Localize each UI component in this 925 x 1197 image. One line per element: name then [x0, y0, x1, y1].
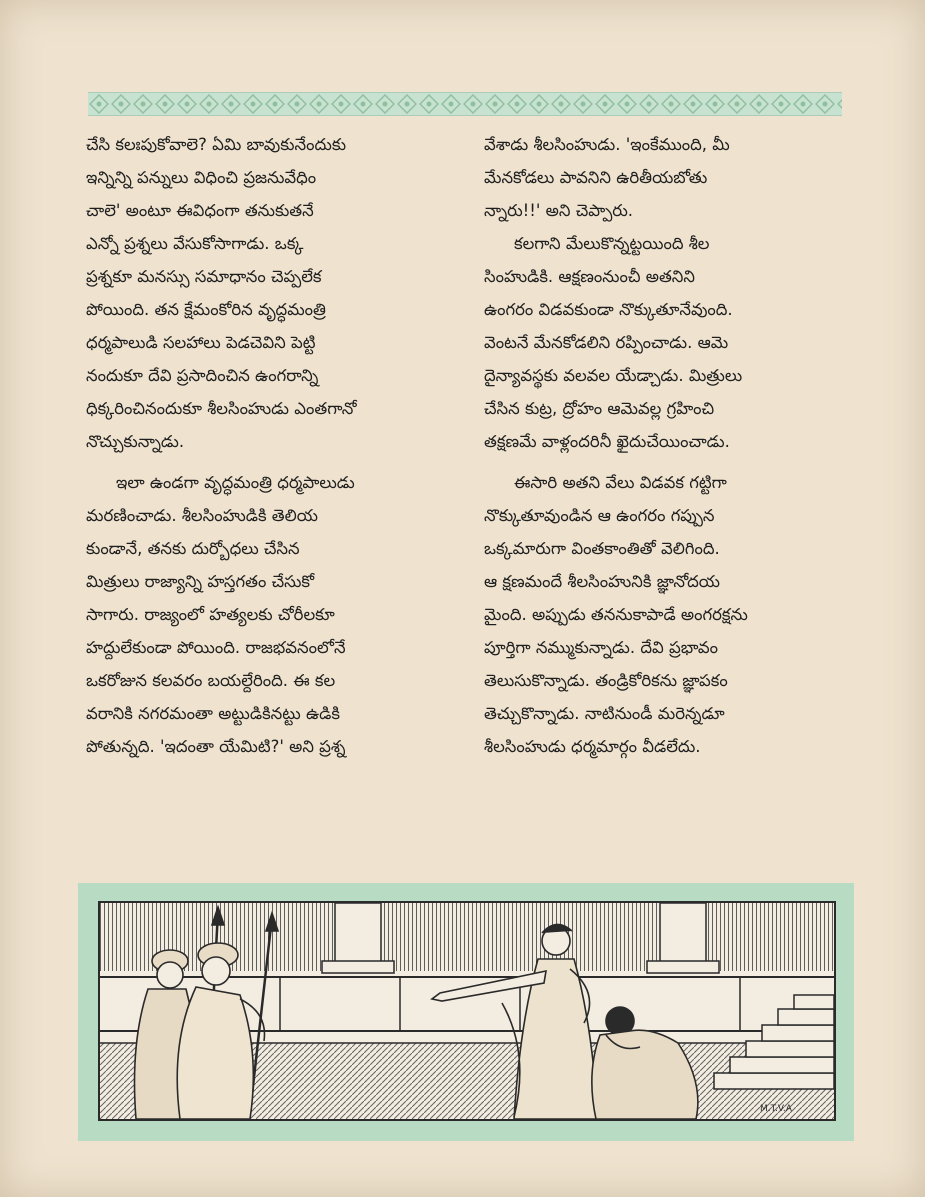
right-text-column	[484, 128, 856, 763]
text-line: ధిక్కరించినందుకూ శీలసింహుడు ఎంతగానో	[86, 399, 357, 418]
text-line: తక్షణమే వాళ్లందరినీ ఖైదుచేయించాడు.	[484, 432, 730, 451]
text-line: పోయింది. తన క్షేమంకోరిన వృద్ధమంత్రి	[86, 300, 326, 319]
text-line: కలగాని మేలుకొన్నట్టయింది శీల	[514, 234, 710, 253]
text-line: దైన్యావస్థకు వలవల యేడ్చాడు. మిత్రులు	[484, 366, 743, 385]
illustration	[98, 901, 836, 1121]
text-line: చాలె' అంటూ ఈవిధంగా తనుకుతనే	[86, 201, 314, 220]
text-line: శీలసింహుడు ధర్మమార్గం వీడలేదు.	[484, 737, 701, 756]
text-line: నొక్కుతూవుండిన ఆ ఉంగరం గప్పున	[484, 506, 715, 525]
text-line: మైంది. అప్పుడు తననుకాపాడే అంగరక్షను	[484, 605, 748, 624]
text-line: ఒక్కమారుగా వింతకాంతితో వెలిగింది.	[484, 539, 720, 558]
text-line: ఈసారి అతని వేలు విడవక గట్టిగా	[514, 473, 727, 492]
text-line: హద్దులేకుండా పోయింది. రాజభవనంలోనే	[86, 638, 346, 657]
text-line: న్నారు!!' అని చెప్పారు.	[484, 201, 634, 220]
text-line: చేసి కలఃపుకోవాలె? ఏమి బావుకునేందుకు	[86, 135, 347, 154]
text-line: ప్రశ్నకూ మనస్సు సమాధానం చెప్పలేక	[86, 267, 322, 286]
decorative-border	[88, 92, 842, 116]
illustration-panel	[78, 883, 854, 1141]
paragraph	[484, 128, 856, 227]
text-line: ఉంగరం విడవకుండా నొక్కుతూనేవుంది.	[484, 300, 733, 319]
text-line: తెచ్చుకొన్నాడు. నాటినుండీ మరెన్నడూ	[484, 704, 725, 723]
text-line: వరానికి నగరమంతా అట్టుడికినట్టు ఉడికి	[86, 704, 340, 723]
text-line: మిత్రులు రాజ్యాన్ని హస్తగతం చేసుకో	[86, 572, 315, 591]
text-line: మరణించాడు. శీలసింహుడికి తెలియ	[86, 506, 318, 525]
text-line: ఇన్నిన్ని పన్నులు విధించి ప్రజనువేధిం	[86, 168, 317, 187]
left-text-column	[86, 128, 458, 763]
text-line: నొచ్చుకున్నాడు.	[86, 432, 185, 451]
text-line: పోతున్నది. 'ఇదంతా యేమిటి?' అని ప్రశ్న	[86, 737, 346, 756]
text-line: ఆ క్షణమందే శీలసింహునికి జ్ఞానోదయ	[484, 572, 720, 591]
text-line: కుండానే, తనకు దుర్బోధలు చేసిన	[86, 539, 300, 558]
text-line: తెలుసుకొన్నాడు. తండ్రికోరికను జ్ఞాపకం	[484, 671, 728, 690]
text-line: చేసిన కుట్ర, ద్రోహం ఆమెవల్ల గ్రహించి	[484, 399, 715, 418]
paragraph	[484, 227, 856, 458]
text-line: ఇలా ఉండగా వృద్ధమంత్రి ధర్మపాలుడు	[116, 473, 355, 492]
text-line: నందుకూ దేవి ప్రసాదించిన ఉంగరాన్ని	[86, 366, 319, 385]
text-line: వేశాడు శీలసింహుడు. 'ఇంకేముంది, మీ	[484, 135, 730, 154]
text-line: ధర్మపాలుడి సలహాలు పెడచెవిని పెట్టి	[86, 333, 316, 352]
paragraph	[86, 128, 458, 458]
artist-signature: M.T.V.A	[760, 1104, 792, 1114]
text-line: ఎన్నో ప్రశ్నలు వేసుకోసాగాడు. ఒక్క	[86, 234, 304, 253]
text-line: మేనకోడలు పావనిని ఉరితీయబోతు	[484, 168, 708, 187]
paragraph	[484, 466, 856, 763]
paragraph	[86, 466, 458, 763]
text-line: వెంటనే మేనకోడలిని రప్పించాడు. ఆమె	[484, 333, 729, 352]
text-line: పూర్తిగా నమ్ముకున్నాడు. దేవి ప్రభావం	[484, 638, 718, 657]
text-line: ఒకరోజున కలవరం బయల్దేరింది. ఈ కల	[86, 671, 336, 690]
text-line: సాగారు. రాజ్యంలో హత్యలకు చోరీలకూ	[86, 605, 335, 624]
text-line: సింహుడికి. ఆక్షణంనుంచీ అతనిని	[484, 267, 695, 286]
